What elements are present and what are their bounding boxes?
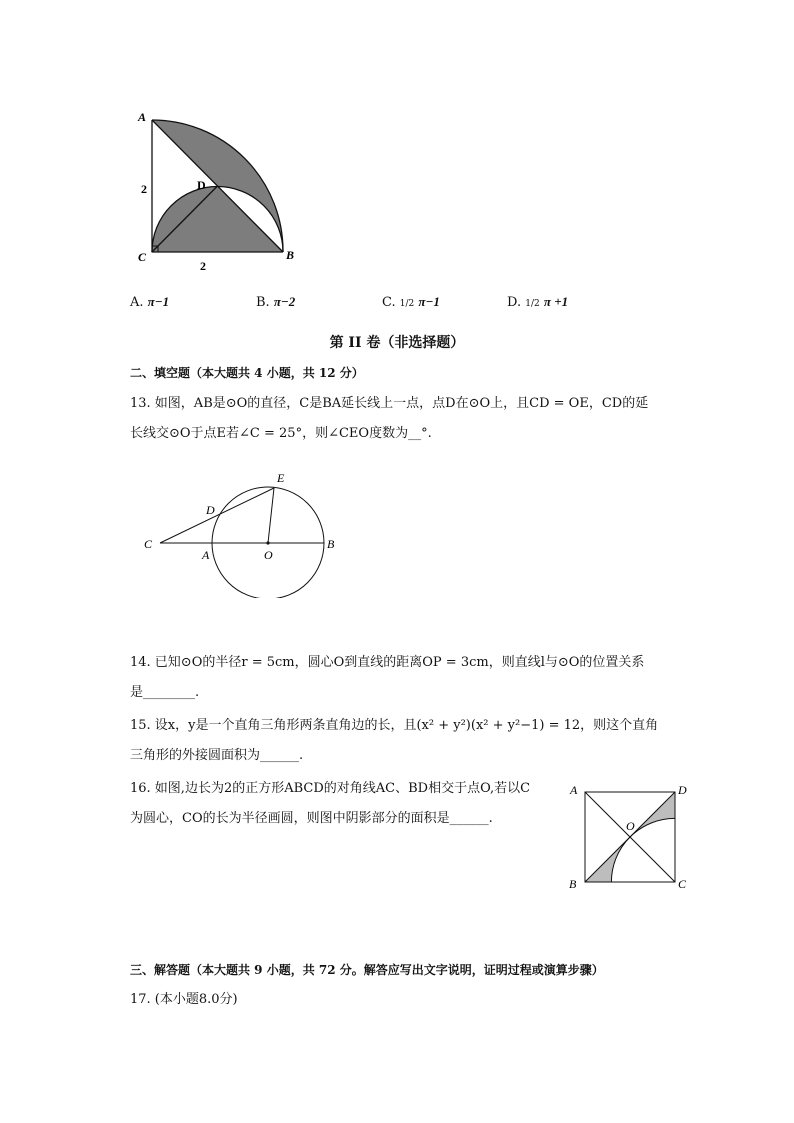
label-E: E (277, 471, 285, 485)
label-C: C (678, 877, 687, 891)
choice-letter: A. (130, 295, 144, 310)
choice-c[interactable] (382, 294, 440, 310)
choice-letter: C. (382, 295, 396, 310)
label-B: B (569, 877, 577, 891)
choice-fraction: 1/2 (399, 299, 415, 309)
figure-q16 (565, 780, 695, 895)
label-D: D (206, 503, 215, 517)
label-B: B (286, 248, 295, 262)
choice-text: π−1 (418, 294, 440, 309)
label-side-cb: 2 (200, 259, 206, 270)
question-14 (130, 648, 690, 708)
section-fill-in-heading: 二、填空题（本大题共 4 小题，共 12 分） (130, 366, 364, 380)
question-15-line1: 15. 设x，y是一个直角三角形两条直角边的长，且(x² + y²)(x² + y²−1) = 12，则这个直角 (130, 718, 659, 733)
center-point (266, 541, 269, 544)
label-A: A (138, 110, 147, 124)
choice-a[interactable] (130, 294, 169, 310)
choice-d[interactable] (507, 294, 568, 310)
question-13-line1: 13. 如图，AB是⊙O的直径，C是BA延长线上一点，点D在⊙O上，且CD = OE，CD的延 (130, 396, 649, 411)
label-C: C (144, 537, 153, 551)
part-two-title: 第 II 卷（非选择题） (329, 335, 465, 351)
label-O: O (264, 548, 273, 562)
question-16 (130, 774, 560, 834)
question-13 (130, 389, 690, 449)
label-O: O (626, 819, 635, 833)
choice-letter: B. (256, 295, 270, 310)
question-13-line2: 长线交⊙O于点E若∠C = 25°，则∠CEO度数为__°. (130, 426, 432, 441)
figure-q12 (130, 105, 300, 270)
label-D: D (678, 783, 687, 797)
choice-letter: D. (507, 295, 522, 310)
label-A: A (570, 783, 578, 797)
line-ce (160, 488, 274, 543)
question-16-line1: 16. 如图,边长为2的正方形ABCD的对角线AC、BD相交于点O,若以C (130, 781, 531, 796)
question-14-line2: 是________. (130, 685, 200, 700)
label-C: C (138, 250, 147, 264)
label-side-ac: 2 (141, 182, 147, 196)
line-oe (268, 488, 274, 543)
choice-text: π−1 (147, 294, 170, 309)
question-16-line2: 为圆心，CO的长为半径画圆，则图中阴影部分的面积是______. (130, 811, 493, 826)
question-15 (130, 711, 690, 771)
label-B: B (327, 537, 335, 551)
figure-q13 (138, 468, 348, 598)
choice-text: π−2 (273, 294, 296, 309)
question-15-line2: 三角形的外接圆面积为______. (130, 748, 304, 763)
section-solutions-heading: 三、解答题（本大题共 9 小题，共 72 分。解答应写出文字说明，证明过程或演算步骤） (130, 963, 604, 977)
question-17: 17. (本小题8.0分) (130, 992, 238, 1007)
choice-fraction: 1/2 (525, 299, 540, 309)
label-A: A (202, 548, 210, 562)
choice-text: π +1 (543, 294, 569, 309)
choice-b[interactable] (256, 294, 295, 310)
label-D: D (197, 178, 206, 192)
question-14-line1: 14. 已知⊙O的半径r = 5cm，圆心O到直线的距离OP = 3cm，则直线l与⊙O的位置关系 (130, 655, 645, 670)
